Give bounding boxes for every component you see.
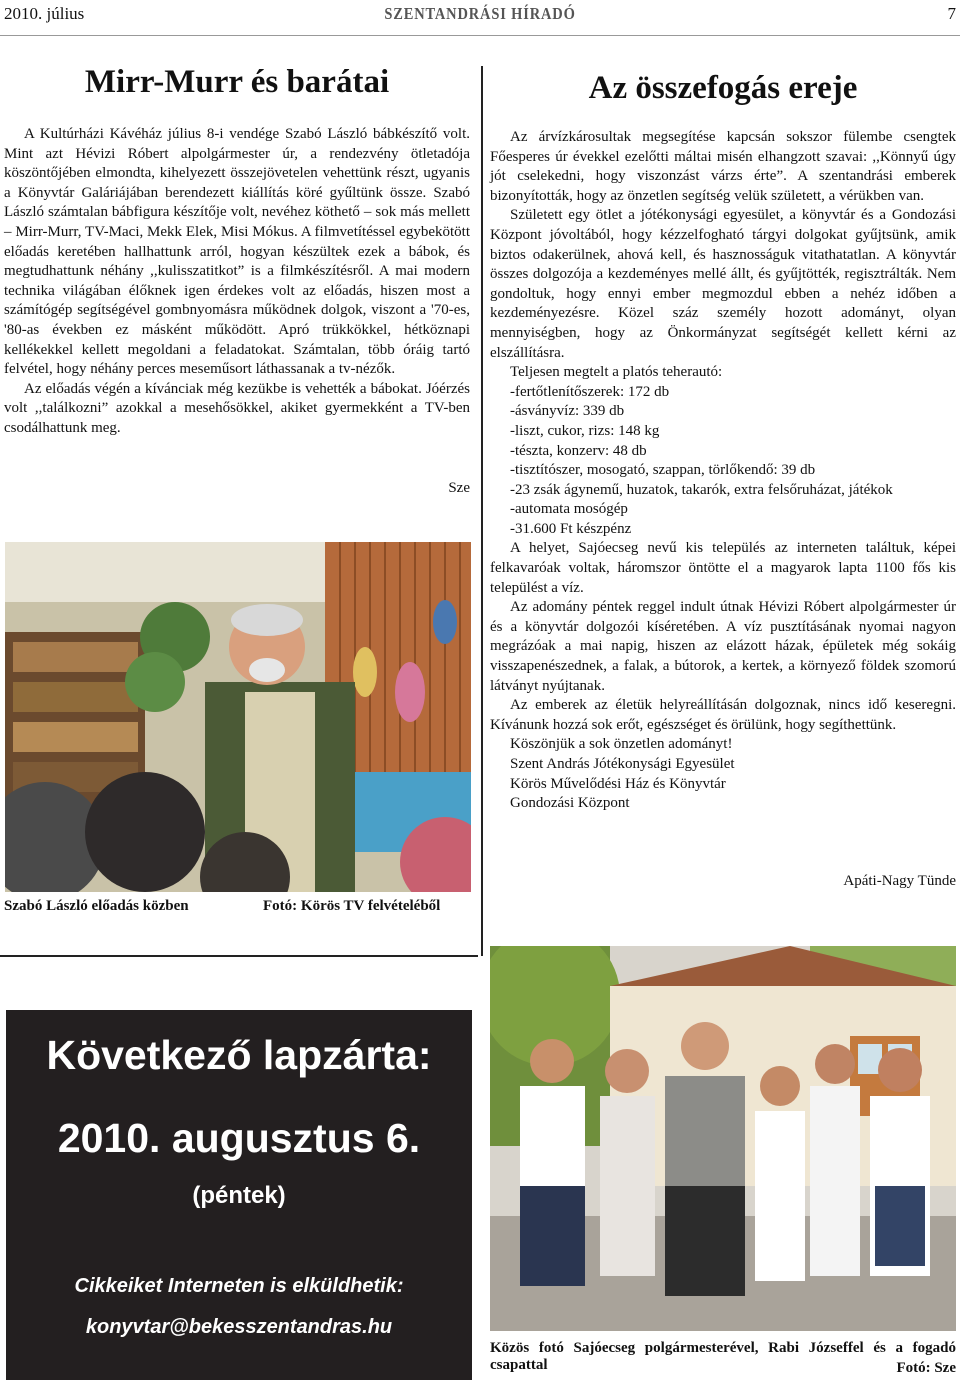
left-photo-credit: Fotó: Körös TV felvételéből bbox=[263, 898, 441, 914]
issue-date: 2010. július bbox=[4, 4, 85, 23]
deadline-weekday: (péntek) bbox=[192, 1182, 286, 1209]
list-intro: Teljesen megtelt a platós teherautó: bbox=[510, 364, 723, 381]
left-photo-caption: Szabó László előadás közben bbox=[4, 898, 189, 914]
closing-line: Szent András Jótékonysági Egyesület bbox=[510, 756, 735, 772]
deadline-title: Következő lapzárta: bbox=[46, 1032, 432, 1078]
right-paragraph: Született egy ötlet a jótékonysági egyesület, a könyvtár és a Gondozási Központ jóvoltából, hogy kézzelfogható tárgyi dolgokat gyűjtsünk, amik biztos odakerülnek, ahová kell, és hasznosságuk vitathatatlan. A könyvtár összes dolgozója a kezdeményes mellé állt, és gyűjtötték, regisztrálták. Nem gondoltuk, hogy ennyi ember megmozdul ebben a nehéz időben a kezdeményezésre. Közel száz személy hozott adományt, olyan mennyiségben, hogy az Önkormányzat segítségét kellett kérni az elszállításra. bbox=[490, 207, 956, 361]
left-paragraph: Az előadás végén a kívánciak még kezükbe is vehették a bábokat. Jóérzés volt ,,találkozni” azokkal a mesehősökkel, akiket gyermekként a TV-ben csodálhattunk meg. bbox=[4, 380, 470, 436]
puppet-maker-photo bbox=[5, 542, 471, 892]
left-article-title: Mirr-Murr és barátai bbox=[84, 64, 390, 100]
column-divider bbox=[481, 66, 483, 956]
left-article-body bbox=[4, 125, 470, 439]
deadline-email: konyvtar@bekesszentandras.hu bbox=[85, 1316, 393, 1338]
page-number: 7 bbox=[947, 4, 956, 23]
list-item: -tisztítószer, mosogató, szappan, törlőkendő: 39 db bbox=[510, 462, 816, 479]
list-item: -23 zsák ágynemű, huzatok, takarók, extra felsőruházat, játékok bbox=[510, 481, 893, 498]
right-paragraph: Az árvízkárosultak megsegítése kapcsán sokszor fülembe csengtek Főesperes úr évekkel ezelőtti máltai misén elhangzott szavai: ,,Könnyű úgy jót cselekedni, hogy viszonzást várzs érte”. A szentandrási emberek bizonyították, hogy az önzetlen segítség velük született, a vérükben van. bbox=[490, 129, 956, 204]
masthead-logo: SZENTANDRÁSI HÍRADÓ bbox=[384, 4, 576, 23]
left-section-rule bbox=[0, 955, 478, 957]
deadline-note: Cikkeiket Interneten is elküldhetik: bbox=[74, 1275, 404, 1297]
right-photo-credit: Fotó: Sze bbox=[896, 1360, 956, 1376]
list-item: -tészta, konzerv: 48 db bbox=[510, 442, 647, 459]
right-photo-caption-text: Közös fotó Sajóecseg polgármesterével, Rabi Józseffel és a fogadó csapattal bbox=[490, 1340, 956, 1373]
right-paragraph: Az emberek az életük helyreállításán dolgoznak, nincs idő keseregni. Kívánunk hozzá sok erőt, egészséget és örülünk, hogy segíthettünk. bbox=[490, 697, 956, 733]
right-paragraph: Az adomány péntek reggel indult útnak Hévizi Róbert alpolgármester úr és a könyvtár dolgozói kíséretében. A víz pusztításának nyomai nagyon megrázóak a mai napig, hiszen az elázott házak, épületek még sokáig visszapenészednek, a falak, a bútorok, a kertek, a környező földek szomorú látványt nyújtanak. bbox=[490, 599, 956, 694]
list-item: -31.600 Ft készpénz bbox=[510, 520, 632, 537]
deadline-box bbox=[6, 1010, 472, 1380]
list-item: -liszt, cukor, rizs: 148 kg bbox=[510, 422, 660, 439]
closing-line: Köszönjük a sok önzetlen adományt! bbox=[510, 736, 733, 753]
list-item: -automata mosógép bbox=[510, 501, 628, 518]
closing-line: Gondozási Központ bbox=[510, 795, 630, 812]
left-article-signature: Sze bbox=[448, 480, 470, 496]
deadline-date: 2010. augusztus 6. bbox=[57, 1115, 421, 1161]
left-paragraph: A Kultúrházi Kávéház július 8-i vendége Szabó László bábkészítő volt. Mint azt Hévizi Róbert alpolgármester úr, a rendezvény ötletadója köszöntőjében elmondta, kihelyezett összejövetelen vehettünk részt, ugyanis a Könyvtár Galáriájában berendezett kiállítás köré gyűltünk össze. Szabó László számtalan bábfigura készítője volt, nevéhez köthető – sok más mellett – Mirr-Murr, TV-Maci, Mekk Elek, Misi Mókus. A filmvetítéssel egybekötött előadás keretében hallhattunk arról, hogyan készültek ezek a bábok, és megtudhattunk néhány ,,kulisszatitkot” is a filmkészítésről. A mai modern technika világában élőknek igen érdekes volt az előadás, hiszen most a számítógép segítségével gombnyomásra működnek dolgok, viszont a '70-es, '80-as években ez másként működött. Apró trükkökkel, hétköznapi kellékekkel kellett megoldani a feladatokat. Számtalan, több óráig tartó felvétel, hogy néhány perces meseműsort láthassanak a tv-nézők. bbox=[4, 126, 470, 378]
right-paragraph: A helyet, Sajóecseg nevű kis település az interneten találtuk, képei felkavaróak voltak, háromszor öntötte el a magyarok lapta 1100 fős kis települést a víz. bbox=[490, 540, 956, 596]
closing-line: Körös Művelődési Ház és Könyvtár bbox=[510, 775, 726, 792]
right-article-body bbox=[490, 128, 956, 814]
list-item: -fertőtlenítőszerek: 172 db bbox=[510, 383, 670, 400]
list-item: -ásványvíz: 339 db bbox=[510, 403, 625, 420]
header-rule bbox=[0, 35, 960, 36]
right-article-signature: Apáti-Nagy Tünde bbox=[843, 873, 956, 889]
right-article-title: Az összefogás ereje bbox=[588, 70, 858, 106]
group-photo bbox=[490, 946, 956, 1331]
